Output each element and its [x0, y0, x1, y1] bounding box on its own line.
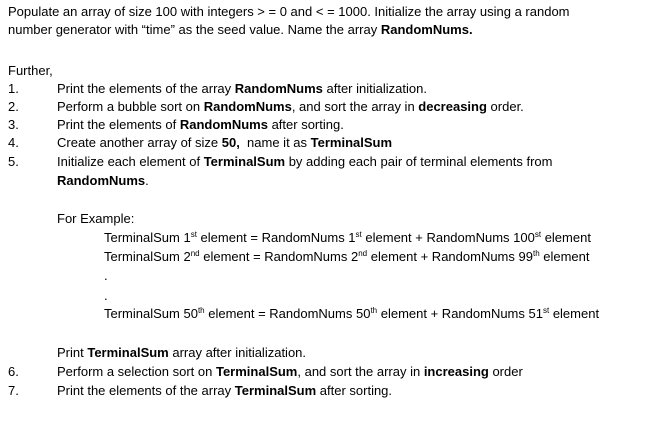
- example-label: For Example:: [57, 211, 135, 226]
- item-number-5: 5.: [8, 154, 19, 169]
- item-7-text-c: after sorting.: [316, 383, 393, 398]
- example-row-2-p3: element + RandomNums 99: [367, 249, 533, 264]
- item-3-text-a: Print the elements of: [57, 117, 180, 132]
- item-5-bold-b: TerminalSum: [203, 154, 286, 169]
- intro-line-1: [8, 4, 570, 20]
- example-row-2: [104, 249, 590, 265]
- example-row-1-p2: element = RandomNums 1: [196, 230, 356, 245]
- example-row-1-s1: st: [190, 230, 197, 239]
- example-row-2-p2: element = RandomNums 2: [199, 249, 359, 264]
- item-7: [57, 383, 392, 399]
- example-row-3-s1: th: [197, 306, 205, 315]
- item-3: [57, 117, 344, 133]
- example-row-2-s1: nd: [190, 249, 200, 258]
- print-terminal-text-a: Print: [57, 345, 88, 360]
- item-5-text-a: Initialize each element of: [57, 154, 204, 169]
- example-row-2-p1: TerminalSum 2: [104, 249, 191, 264]
- item-1: [57, 81, 427, 97]
- example-row-2-p4: element: [539, 249, 590, 264]
- intro-line-2: [8, 22, 473, 38]
- item-4: [57, 135, 392, 151]
- item-1-bold: RandomNums: [234, 81, 323, 96]
- item-4-bold-d: TerminalSum: [310, 135, 393, 150]
- example-row-2-s3: th: [532, 249, 540, 258]
- example-row-1-p1: TerminalSum 1: [104, 230, 191, 245]
- item-number-2: 2.: [8, 99, 19, 114]
- item-5-bold-d: RandomNums: [57, 173, 146, 188]
- item-5: [57, 154, 552, 170]
- item-6-text-c: , and sort the array in: [297, 364, 424, 379]
- example-row-1-p3: element + RandomNums 100: [361, 230, 535, 245]
- item-2-bold-b: RandomNums: [203, 99, 292, 114]
- array-name-bold: RandomNums.: [380, 22, 473, 37]
- ellipsis-dot-1: .: [104, 268, 108, 283]
- item-number-3: 3.: [8, 117, 19, 132]
- example-row-3-p1: TerminalSum 50: [104, 306, 198, 321]
- item-2: [57, 99, 524, 115]
- item-4-text-c: name it as: [239, 135, 311, 150]
- example-row-1-p4: element: [541, 230, 591, 245]
- item-6-text-a: Perform a selection sort on: [57, 364, 216, 379]
- item-6-text-e: order: [488, 364, 523, 379]
- print-terminal-line: [57, 345, 306, 361]
- item-1-text-a: Print the elements of the array: [57, 81, 235, 96]
- item-7-bold: TerminalSum: [234, 383, 317, 398]
- intro-text-1: Populate an array of size 100 with integers > = 0 and < = 1000. Initialize the array using a random: [8, 4, 570, 19]
- item-6-bold-b: TerminalSum: [215, 364, 298, 379]
- item-2-text-e: order.: [486, 99, 524, 114]
- item-6-bold-d: increasing: [423, 364, 489, 379]
- example-row-3-p3: element + RandomNums 51: [377, 306, 543, 321]
- item-number-1: 1.: [8, 81, 19, 96]
- item-3-text-c: after sorting.: [267, 117, 344, 132]
- item-4-bold-b: 50,: [221, 135, 240, 150]
- print-terminal-bold: TerminalSum: [87, 345, 169, 360]
- item-5-continuation: [57, 173, 149, 189]
- example-row-3-s3: st: [542, 306, 550, 315]
- example-row-1-s3: st: [534, 230, 542, 239]
- item-3-bold: RandomNums: [179, 117, 268, 132]
- example-row-3-p2: element = RandomNums 50: [204, 306, 371, 321]
- item-2-text-a: Perform a bubble sort on: [57, 99, 204, 114]
- example-row-1: [104, 230, 591, 246]
- example-row-3: [104, 306, 599, 322]
- item-5-text-e: .: [145, 173, 149, 188]
- item-number-6: 6.: [8, 364, 19, 379]
- item-2-bold-d: decreasing: [418, 99, 487, 114]
- item-4-text-a: Create another array of size: [57, 135, 222, 150]
- example-row-3-s2: th: [370, 306, 378, 315]
- item-6: [57, 364, 523, 380]
- ellipsis-dot-2: .: [104, 288, 108, 303]
- print-terminal-text-c: array after initialization.: [168, 345, 307, 360]
- item-5-text-c: by adding each pair of terminal elements from: [285, 154, 553, 169]
- intro-text-2: number generator with “time” as the seed value. Name the array: [8, 22, 381, 37]
- item-number-7: 7.: [8, 383, 19, 398]
- further-label: Further,: [8, 63, 53, 78]
- item-7-text-a: Print the elements of the array: [57, 383, 235, 398]
- example-row-3-p4: element: [549, 306, 600, 321]
- example-row-2-s2: nd: [358, 249, 368, 258]
- item-1-text-c: after initialization.: [322, 81, 427, 96]
- example-row-1-s2: st: [355, 230, 362, 239]
- item-2-text-c: , and sort the array in: [291, 99, 419, 114]
- item-number-4: 4.: [8, 135, 19, 150]
